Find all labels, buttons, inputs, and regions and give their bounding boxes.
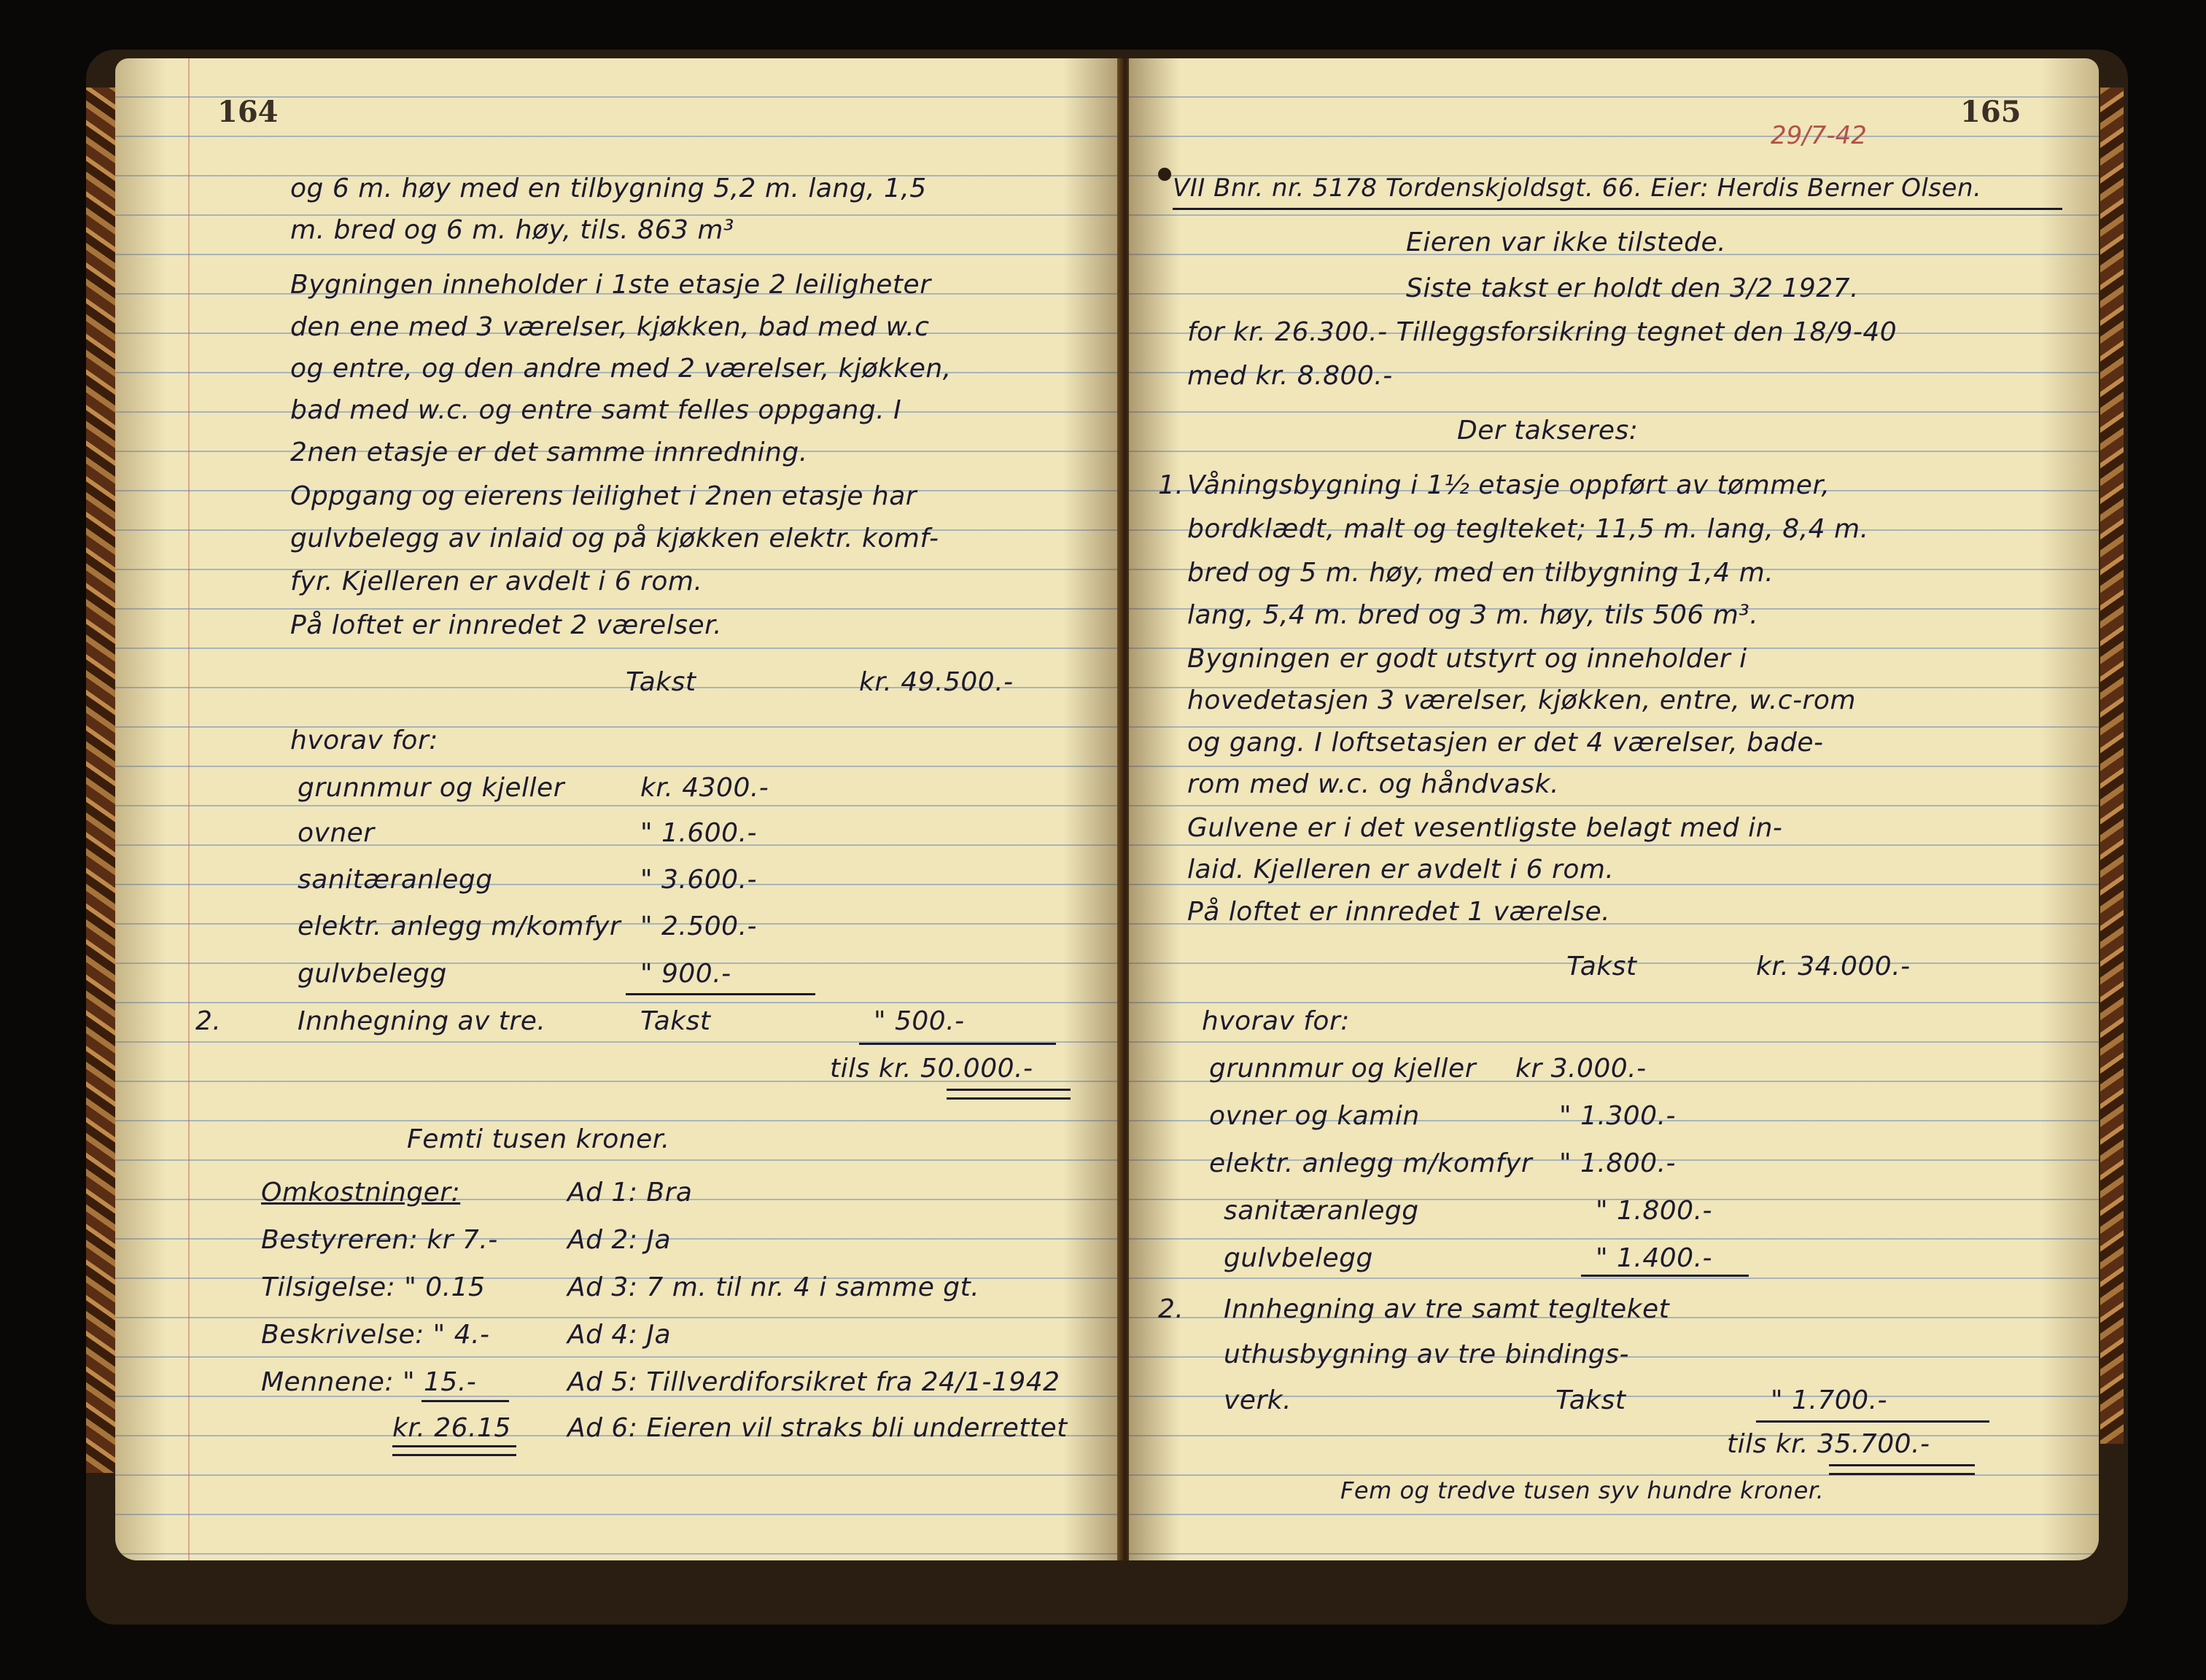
breakdown-label: sanitæranlegg (298, 865, 493, 895)
breakdown-value: " 1.300.- (1559, 1101, 1676, 1131)
item-label: Innhegning av tre. (298, 1006, 546, 1036)
text-line: På loftet er innredet 1 værelse. (1187, 897, 1611, 927)
text-line: Oppgang og eierens leilighet i 2nen etasje har (290, 481, 917, 511)
marbled-edge-right (2100, 88, 2124, 1444)
marbled-edge-left (86, 88, 115, 1473)
date-note: 29/7-42 (1771, 121, 1867, 150)
cost-line: Mennene: " 15.- (261, 1367, 477, 1397)
binding-hole (1158, 168, 1171, 181)
page-number: 165 (1960, 95, 2021, 129)
text-line: rom med w.c. og håndvask. (1187, 769, 1559, 799)
answer-line: Ad 2: Ja (567, 1225, 672, 1255)
breakdown-value: " 1.800.- (1559, 1148, 1676, 1178)
total-in-words: Fem og tredve tusen syv hundre kroner. (1340, 1477, 1825, 1504)
text-line: På loftet er innredet 2 værelser. (290, 610, 723, 640)
text-line: m. bred og 6 m. høy, tils. 863 m³ (290, 215, 734, 245)
item-takst-label: Takst (640, 1006, 711, 1036)
margin-rule (188, 58, 190, 1560)
text-line: bordklædt, malt og teglteket; 11,5 m. lang, 8,4 m. (1187, 514, 1869, 544)
cost-line: Tilsigelse: " 0.15 (261, 1272, 486, 1302)
hvorav-label: hvorav for: (1202, 1006, 1350, 1036)
amount-rule (859, 1043, 1056, 1045)
text-line: Gulvene er i det vesentligste belagt med in- (1187, 813, 1783, 843)
text-line: bad med w.c. og entre samt felles oppgang. I (290, 395, 902, 425)
cost-total: kr. 26.15 (392, 1413, 511, 1443)
breakdown-label: elektr. anlegg m/komfyr (298, 911, 621, 941)
takst-label: Takst (1566, 952, 1637, 981)
breakdown-label: ovner og kamin (1209, 1101, 1420, 1131)
breakdown-value: " 1.800.- (1596, 1196, 1712, 1226)
answer-line: Ad 5: Tillverdiforsikret fra 24/1-1942 (567, 1367, 1060, 1397)
takst-label: Takst (626, 667, 696, 697)
intro-line: med kr. 8.800.- (1187, 361, 1393, 391)
item-number: 2. (1158, 1294, 1184, 1324)
subtotal-rule (626, 993, 815, 995)
cost-rule (422, 1400, 509, 1402)
cost-line: Bestyreren: kr 7.- (261, 1225, 498, 1255)
intro-line: for kr. 26.300.- Tilleggsforsikring tegnet den 18/9-40 (1187, 317, 1898, 347)
total-in-words: Femti tusen kroner. (407, 1124, 670, 1154)
answer-line: Ad 1: Bra (567, 1178, 693, 1208)
text-line: Bygningen er godt utstyrt og inneholder i (1187, 644, 1747, 674)
breakdown-label: elektr. anlegg m/komfyr (1209, 1148, 1533, 1178)
text-line: lang, 5,4 m. bred og 3 m. høy, tils 506 m³. (1187, 600, 1759, 630)
subtotal-rule (1581, 1275, 1749, 1277)
amount-rule (1756, 1420, 1989, 1423)
page-number: 164 (217, 95, 279, 129)
answer-line: Ad 4: Ja (567, 1320, 672, 1350)
cost-line: Omkostninger: (261, 1178, 461, 1208)
text-line: Bygningen inneholder i 1ste etasje 2 leiligheter (290, 270, 931, 300)
cost-line: Beskrivelse: " 4.- (261, 1320, 490, 1350)
page-total: tils kr. 50.000.- (830, 1054, 1033, 1084)
item-amount: " 500.- (874, 1006, 965, 1036)
item-number: 2. (195, 1006, 222, 1036)
text-line: fyr. Kjelleren er avdelt i 6 rom. (290, 567, 703, 596)
total-double-rule (947, 1089, 1071, 1100)
text-line: Innhegning av tre samt teglteket (1224, 1294, 1670, 1324)
text-line: bred og 5 m. høy, med en tilbygning 1,4 m. (1187, 558, 1774, 588)
breakdown-value: " 1.600.- (640, 818, 757, 848)
item-takst-label: Takst (1556, 1385, 1626, 1415)
takst-amount: kr. 49.500.- (859, 667, 1014, 697)
hvorav-label: hvorav for: (290, 726, 438, 755)
intro-line: Siste takst er holdt den 3/2 1927. (1406, 273, 1860, 303)
breakdown-label: grunnmur og kjeller (298, 773, 565, 803)
breakdown-value: " 3.600.- (640, 865, 757, 895)
text-line: 2nen etasje er det samme innredning. (290, 438, 808, 467)
text-line: laid. Kjelleren er avdelt i 6 rom. (1187, 855, 1615, 884)
text-line: og entre, og den andre med 2 værelser, kjøkken, (290, 354, 952, 384)
breakdown-value: kr 3.000.- (1515, 1054, 1647, 1084)
breakdown-value: kr. 4300.- (640, 773, 769, 803)
right-page (1129, 58, 2099, 1560)
breakdown-label: gulvbelegg (1224, 1243, 1373, 1273)
left-page (115, 58, 1122, 1560)
intro-line: Eieren var ikke tilstede. (1406, 228, 1727, 257)
answer-line: Ad 6: Eieren vil straks bli underrettet (567, 1413, 1068, 1443)
cost-double-rule (392, 1445, 516, 1456)
item-amount: " 1.700.- (1771, 1385, 1887, 1415)
breakdown-value: " 1.400.- (1596, 1243, 1712, 1273)
text-line: gulvbelegg av inlaid og på kjøkken elektr. komf- (290, 524, 939, 553)
takst-amount: kr. 34.000.- (1756, 952, 1911, 981)
text-line: uthusbygning av tre bindings- (1224, 1339, 1630, 1369)
text-line: Våningsbygning i 1½ etasje oppført av tømmer, (1187, 470, 1830, 500)
item-number: 1. (1158, 470, 1184, 500)
breakdown-label: gulvbelegg (298, 959, 447, 989)
breakdown-label: sanitæranlegg (1224, 1196, 1419, 1226)
record-header: VII Bnr. nr. 5178 Tordenskjoldsgt. 66. Eier: Herdis Berner Olsen. (1173, 174, 1982, 203)
breakdown-value: " 2.500.- (640, 911, 757, 941)
intro-line: Der takseres: (1457, 416, 1639, 446)
header-rule (1173, 208, 2062, 210)
total-double-rule (1829, 1464, 1975, 1475)
breakdown-label: grunnmur og kjeller (1209, 1054, 1477, 1084)
text-line: hovedetasjen 3 værelser, kjøkken, entre, w.c-rom (1187, 685, 1856, 715)
text-line: den ene med 3 værelser, kjøkken, bad med w.c (290, 312, 930, 342)
page-total: tils kr. 35.700.- (1727, 1429, 1930, 1459)
text-line: verk. (1224, 1385, 1292, 1415)
text-line: og gang. I loftsetasjen er det 4 værelser, bade- (1187, 728, 1824, 758)
answer-line: Ad 3: 7 m. til nr. 4 i samme gt. (567, 1272, 980, 1302)
breakdown-value: " 900.- (640, 959, 731, 989)
breakdown-label: ovner (298, 818, 375, 848)
text-line: og 6 m. høy med en tilbygning 5,2 m. lang, 1,5 (290, 174, 927, 203)
